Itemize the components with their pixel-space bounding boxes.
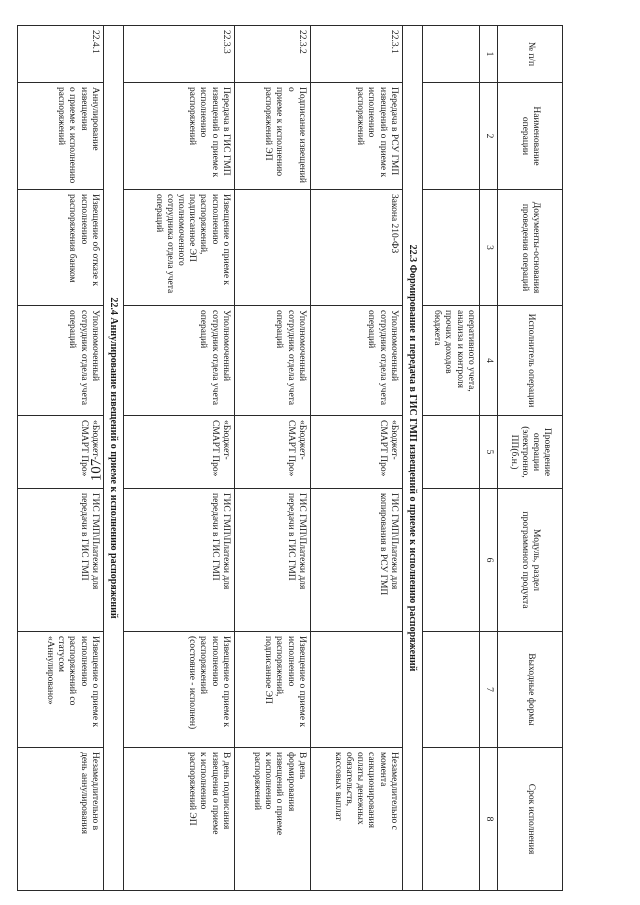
col-header-name: Наименование операции [498,83,563,190]
col-number: 8 [479,748,497,891]
cell-output [310,632,402,748]
operations-table [17,25,563,891]
cell-conduct: «Бюджет- СМАРТ Про» [123,416,234,489]
col-header-output: Выходные формы [498,632,563,748]
cell-module: ГИС ГМП\Платежи для передачи в ГИС ГМП [123,489,234,632]
table-row [123,26,234,891]
cell-conduct: «Бюджет- СМАРТ Про» [234,416,310,489]
cell-executor: Уполномоченный сотрудник отдела учета операций [123,306,234,416]
rotated-page [18,25,563,890]
cell-num: 22.4.1 [17,26,103,83]
cell-executor: оперативного учета, анализа и контроля прочих доходов бюджета [422,306,479,416]
col-header-executor: Исполнитель операции [498,306,563,416]
cell-name: Аннулирование извещения о приеме к исполнению распоряжений [17,83,103,190]
header-row [498,26,563,891]
col-header-deadline: Срок исполнения [498,748,563,891]
cell-name: Передача в ГИС ГМП извещений о приеме к исполнению распоряжений [123,83,234,190]
cell-num: 22.3.1 [310,26,402,83]
col-header-basis: Документы-основания проведения операций [498,190,563,306]
col-number: 5 [479,416,497,489]
cell-name: Подписание извещений о приеме к исполнению распоряжений ЭП [234,83,310,190]
cell-conduct: «Бюджет- СМАРТ Про» [310,416,402,489]
cell-deadline: Незамедлительно в день аннулирования [17,748,103,891]
cell-executor: Уполномоченный сотрудник отдела учета операций [234,306,310,416]
col-number: 6 [479,489,497,632]
cell-deadline: В день подписания извещения о приеме к исполнению распоряжений ЭП [123,748,234,891]
section-header-22-4 [103,26,123,891]
col-number: 4 [479,306,497,416]
section-title: 22.4 Аннулирование извещений о приеме к исполнению распоряжений [103,26,123,891]
col-number: 3 [479,190,497,306]
cell-module: ГИС ГМП\Платежи для копирования в РСУ ГМП [310,489,402,632]
cell-basis: Извещение о приеме к исполнению распоряжений, подписанное ЭП уполномоченного сотрудника отдела учета операций [123,190,234,306]
cell-executor: Уполномоченный сотрудник отдела учета операций [310,306,402,416]
cell-output: Извещение о приеме к исполнению распоряжений со статусом «Аннулировано» [17,632,103,748]
cell-executor: Уполномоченный сотрудник отдела учета операций [17,306,103,416]
cell-num: 22.3.3 [123,26,234,83]
cell-module: ГИС ГМП\Платежи для передачи в ГИС ГМП [234,489,310,632]
page-number: 107 [88,458,105,482]
cell-basis [234,190,310,306]
cell-deadline: В день формирования извещений о приеме к исполнению распоряжений [234,748,310,891]
table-row [234,26,310,891]
cell-output: Извещение о приеме к исполнению распоряжений (состояние - исполнен) [123,632,234,748]
col-header-module: Модуль, раздел программного продукта [498,489,563,632]
table-row-continued [422,26,479,891]
col-number: 7 [479,632,497,748]
cell-output: Извещение о приеме к исполнению распоряжений, подписанное ЭП [234,632,310,748]
col-number: 1 [479,26,497,83]
table-row [17,26,103,891]
cell-basis: Извещение об отказе к исполнению распоряжения банком [17,190,103,306]
cell-deadline: Незамедлительно с момента санкционирования оплаты денежных обязательств, кассовых выплат [310,748,402,891]
col-header-conduct: Проведение операции (электронно, ПП(б.н.) [498,416,563,489]
cell-basis: Закона 210-ФЗ [310,190,402,306]
col-number: 2 [479,83,497,190]
col-header-num: № п/п [498,26,563,83]
cell-module: ГИС ГМП\Платежи для передачи в ГИС ГМП [17,489,103,632]
cell-conduct: «Бюджет- СМАРТ Про» [17,416,103,489]
cell-name: Передача в РСУ ГМП извещений о приеме к исполнению распоряжений [310,83,402,190]
section-title: 22.3 Формирование и передача в ГИС ГМП извещений о приеме к исполнению распоряжений [402,26,422,891]
table-row [310,26,402,891]
section-header-22-3 [402,26,422,891]
cell-num: 22.3.2 [234,26,310,83]
column-numbers-row [479,26,497,891]
